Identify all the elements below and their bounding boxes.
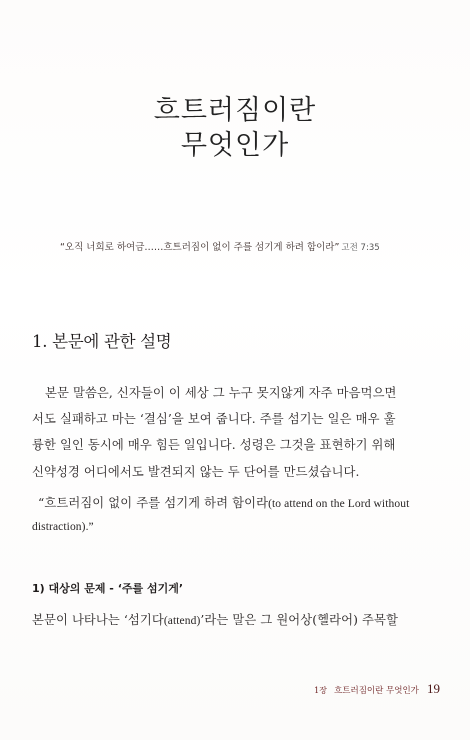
subsection-heading: 1) 대상의 문제 - ‘주를 섬기게’ [32, 582, 184, 595]
page-number: 19 [427, 681, 440, 696]
body-paragraph-line: 서도 실패하고 마는 ‘결심’을 보여 줍니다. 주를 섬기는 일은 매우 훌 [32, 412, 396, 426]
quoted-verse-line-end [32, 519, 439, 533]
footer-chapter-number: 1장 [314, 686, 327, 695]
epigraph-reference: 고전 7:35 [341, 243, 380, 253]
chapter-title-line-1: 흐트러짐이란 [153, 95, 317, 126]
body-paragraph-line: 륭한 일인 동시에 매우 힘든 일입니다. 성령은 그것을 표현하기 위해 [32, 438, 396, 452]
body-paragraph-line: 신약성경 어디에서도 발견되지 않는 두 단어를 만드셨습니다. [32, 465, 360, 479]
body-text-english: (attend) [163, 615, 201, 627]
epigraph [60, 239, 420, 253]
quoted-verse-english-end: distraction).” [32, 521, 94, 533]
body-text-segment: 본문이 나타나는 ‘섬기다 [32, 613, 164, 627]
body-text-segment: ’라는 말은 그 원어상(헬라어) 주목할 [200, 613, 398, 627]
epigraph-quote: “오직 너희로 하여금……흐트러짐이 없이 주를 섬기게 하려 함이라” [60, 242, 340, 253]
quoted-verse-korean: “흐트러짐이 없이 주를 섬기게 하려 함이라 [38, 496, 269, 510]
chapter-title-line-2: 무엇인가 [180, 130, 290, 161]
quoted-verse-english: (to attend on the Lord without [268, 498, 410, 510]
section-heading: 1. 본문에 관한 설명 [32, 332, 172, 351]
body-paragraph-line: 본문 말씀은, 신자들이 이 세상 그 누구 못지않게 자주 마음먹으면 [45, 386, 397, 400]
footer-running-title: 흐트러짐이란 무엇인가 [334, 686, 419, 696]
page-footer [300, 678, 440, 697]
body-paragraph-line [32, 610, 439, 628]
quoted-verse-line [38, 493, 439, 511]
